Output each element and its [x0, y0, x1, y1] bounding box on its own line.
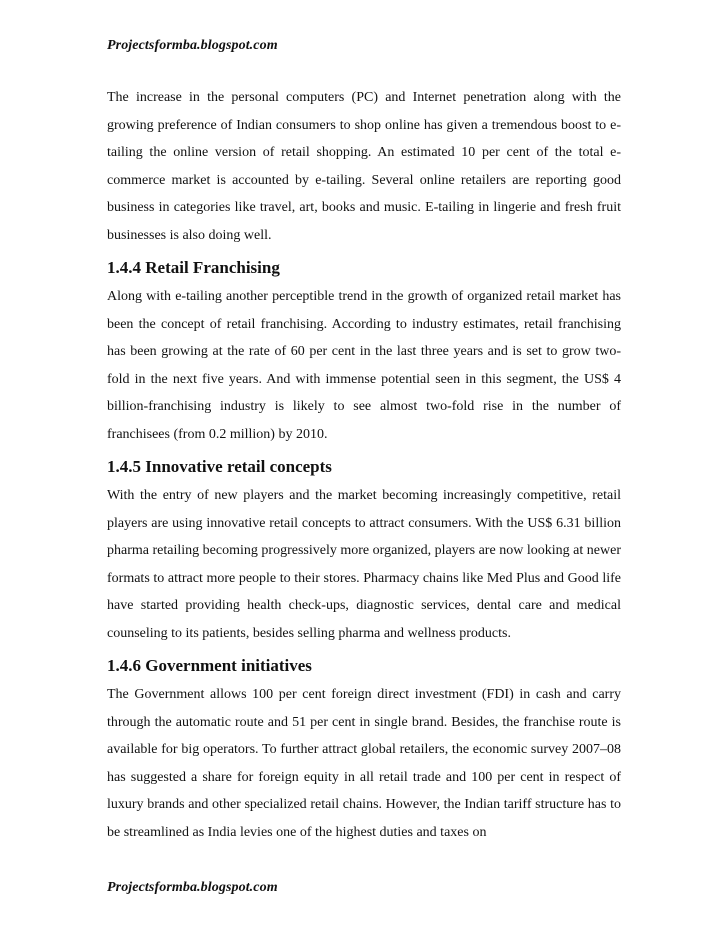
innovative-retail-paragraph: With the entry of new players and the market becoming increasingly competitive, retail players are using innovative retail concepts to attract consumers. With the US$ 6.31 billion pharma retailing becoming progressively more organized, players are now looking at newer formats to attract more people to their stores. Pharmacy chains like Med Plus and Good life have started providing health check-ups, diagnostic services, dental care and medical counseling to its patients, besides selling pharma and wellness products. [107, 488, 621, 641]
page-header: Projectsformba.blogspot.com [107, 38, 278, 53]
section-heading-retail-franchising: 1.4.4 Retail Franchising [107, 258, 280, 277]
intro-paragraph: The increase in the personal computers (PC) and Internet penetration along with the growing preference of Indian consumers to shop online has given a tremendous boost to e-tailing the online version of retail shopping. An estimated 10 per cent of the total e-commerce market is accounted by e-tailing. Several online retailers are reporting good business in categories like travel, art, books and music. E-tailing in lingerie and fresh fruit businesses is also doing well. [107, 90, 621, 243]
section-heading-innovative-retail: 1.4.5 Innovative retail concepts [107, 457, 332, 476]
section-heading-government-initiatives: 1.4.6 Government initiatives [107, 656, 312, 675]
government-initiatives-paragraph: The Government allows 100 per cent foreign direct investment (FDI) in cash and carry through the automatic route and 51 per cent in single brand. Besides, the franchise route is available for big operators. To further attract global retailers, the economic survey 2007–08 has suggested a share for foreign equity in all retail trade and 100 per cent in respect of luxury brands and other specialized retail chains. However, the Indian tariff structure has to be streamlined as India levies one of the highest duties and taxes on [107, 687, 621, 840]
retail-franchising-paragraph: Along with e-tailing another perceptible trend in the growth of organized retail market has been the concept of retail franchising. According to industry estimates, retail franchising has been growing at the rate of 60 per cent in the last three years and is set to grow two-fold in the next five years. And with immense potential seen in this segment, the US$ 4 billion-franchising industry is likely to see almost two-fold rise in the number of franchisees (from 0.2 million) by 2010. [107, 289, 621, 442]
page-footer: Projectsformba.blogspot.com [107, 880, 278, 895]
